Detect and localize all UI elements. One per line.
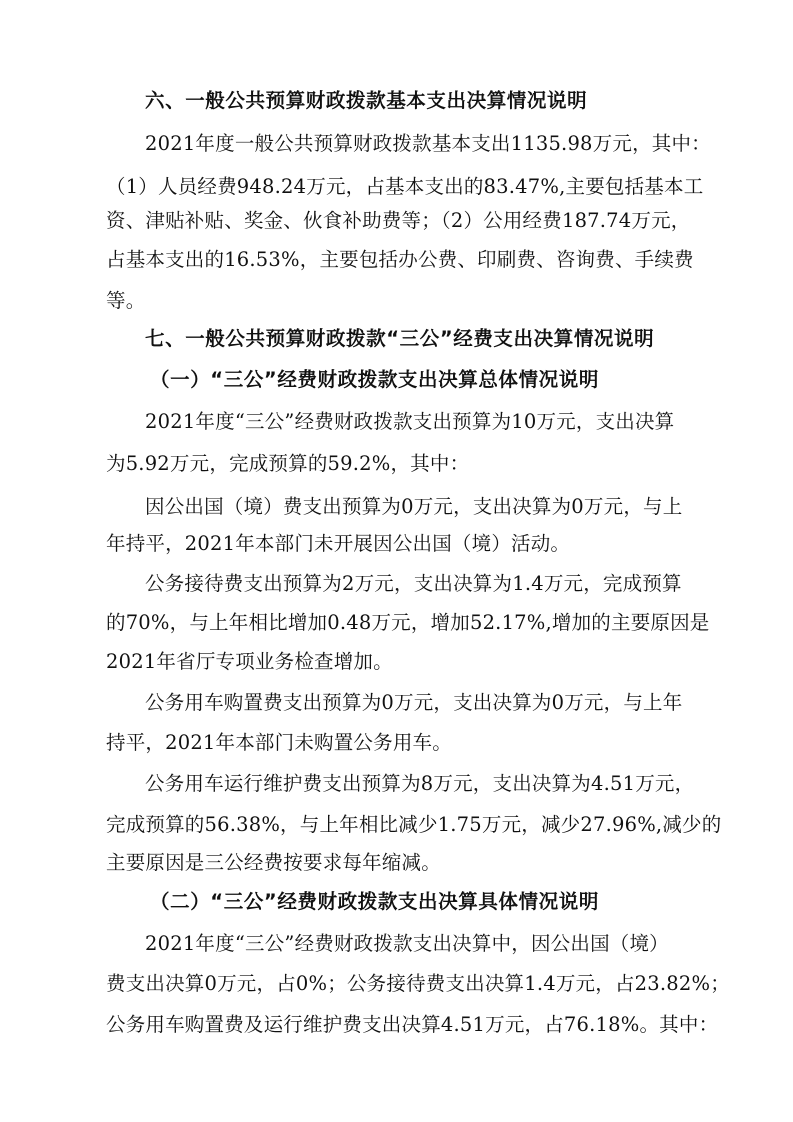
paragraph-line: 占基本支出的16.53%，主要包括办公费、印刷费、咨询费、手续费 (106, 248, 694, 271)
subsection2-heading: （二）“三公”经费财政拨款支出决算具体情况说明 (150, 890, 599, 913)
subsection1-heading: （一）“三公”经费财政拨款支出决算总体情况说明 (150, 368, 599, 391)
paragraph-line: 公务用车运行维护费支出预算为8万元，支出决算为4.51万元， (145, 772, 695, 795)
paragraph-line: 费支出决算0万元，占0%；公务接待费支出决算1.4万元，占23.82%； (106, 972, 730, 995)
paragraph-line: 2021年度一般公共预算财政拨款基本支出1135.98万元，其中： (145, 132, 711, 155)
paragraph-line: 2021年省厅专项业务检查增加。 (106, 650, 393, 673)
paragraph-line: 因公出国（境）费支出预算为0万元，支出决算为0万元，与上 (145, 495, 683, 518)
paragraph-line: 资、津贴补贴、奖金、伙食补助费等；（2）公用经费187.74万元， (106, 209, 691, 232)
paragraph-line: 公务用车购置费及运行维护费支出决算4.51万元，占76.18%。其中： (106, 1013, 719, 1036)
paragraph-line: （1）人员经费948.24万元，占基本支出的83.47%,主要包括基本工 (106, 175, 704, 198)
paragraph-line: 为5.92万元，完成预算的59.2%，其中： (106, 452, 470, 475)
paragraph-line: 公务接待费支出预算为2万元，支出决算为1.4万元，完成预算 (145, 572, 682, 595)
section7-heading: 七、一般公共预算财政拨款“三公”经费支出决算情况说明 (145, 327, 655, 350)
section6-heading: 六、一般公共预算财政拨款基本支出决算情况说明 (145, 89, 588, 112)
paragraph-line: 主要原因是三公经费按要求每年缩减。 (106, 851, 441, 874)
paragraph-line: 持平，2021年本部门未购置公务用车。 (106, 731, 452, 754)
paragraph-line: 2021年度“三公”经费财政拨款支出预算为10万元，支出决算 (145, 410, 675, 433)
paragraph-line: 的70%，与上年相比增加0.48万元，增加52.17%,增加的主要原因是 (106, 611, 710, 634)
paragraph-line: 完成预算的56.38%，与上年相比减少1.75万元，减少27.96%,减少的 (106, 813, 722, 836)
paragraph-line: 公务用车购置费支出预算为0万元，支出决算为0万元，与上年 (145, 691, 683, 714)
paragraph-line: 等。 (106, 289, 146, 312)
paragraph-line: 年持平，2021年本部门未开展因公出国（境）活动。 (106, 532, 571, 555)
paragraph-line: 2021年度“三公”经费财政拨款支出决算中，因公出国（境） (145, 932, 669, 955)
